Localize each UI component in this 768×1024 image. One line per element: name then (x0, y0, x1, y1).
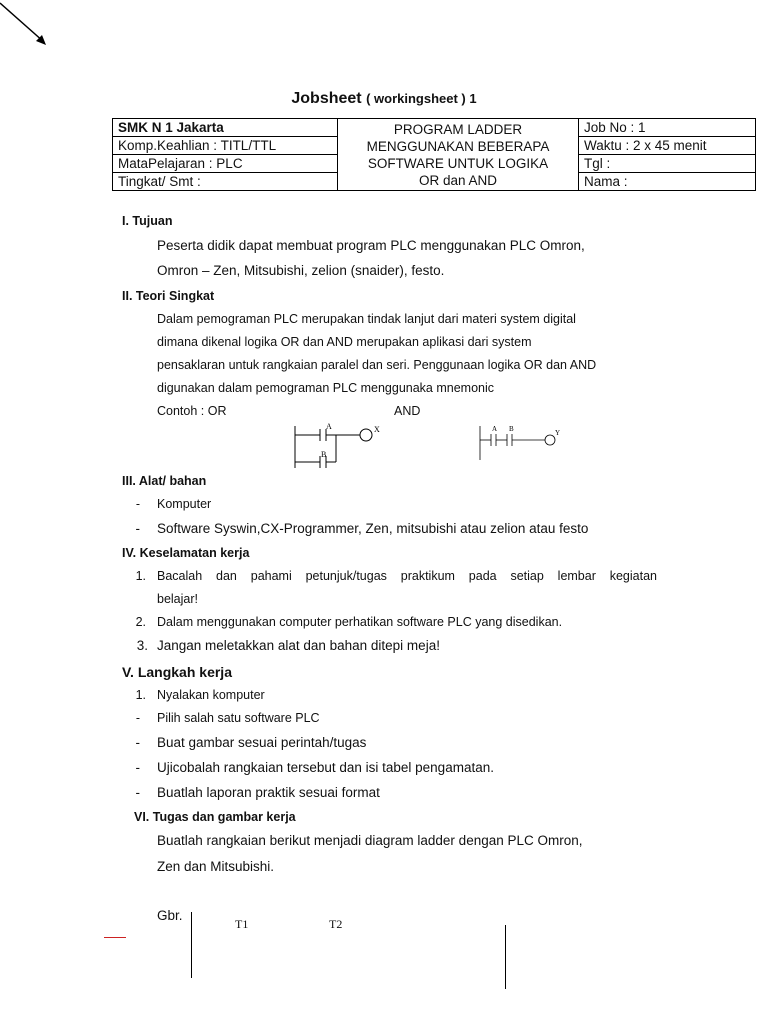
label-t1: T1 (235, 917, 249, 931)
header-table (112, 118, 756, 191)
section-heading: II. Teori Singkat (122, 289, 215, 303)
program-title-line: SOFTWARE UNTUK LOGIKA (367, 155, 549, 171)
figure-label: Gbr. (157, 908, 183, 923)
nama: Nama : (579, 173, 756, 191)
list-marker: 1. (135, 569, 146, 583)
program-title (338, 119, 579, 191)
and-label-y: Y (555, 429, 561, 437)
paragraph-line: pensaklaran untuk rangkaian paralel dan seri. Penggunaan logika OR dan AND (157, 358, 597, 372)
section-heading: III. Alat/ bahan (122, 474, 207, 488)
section-heading: IV. Keselamatan kerja (122, 546, 250, 560)
school-name: SMK N 1 Jakarta (113, 119, 338, 137)
paragraph-line: Zen dan Mitsubishi. (157, 859, 275, 874)
list-item: Buatlah laporan praktik sesuai format (157, 785, 380, 800)
paragraph-line: dimana dikenal logika OR dan AND merupakan aplikasi dari system (157, 335, 532, 349)
tingkat-smt: Tingkat/ Smt : (113, 173, 338, 191)
and-label-b: B (509, 425, 514, 433)
list-marker: - (135, 497, 140, 511)
or-ladder-diagram (290, 420, 390, 472)
list-item: Bacalah dan pahami petunjuk/tugas praktikum pada setiap lembar kegiatan (157, 569, 657, 583)
paragraph-line: Buatlah rangkaian berikut menjadi diagram ladder dengan PLC Omron, (157, 833, 583, 848)
title-sub: ( workingsheet ) 1 (366, 91, 477, 106)
list-item: Pilih salah satu software PLC (157, 711, 320, 725)
tgl: Tgl : (579, 155, 756, 173)
job-no: Job No : 1 (579, 119, 756, 137)
program-title-line: PROGRAM LADDER (393, 121, 523, 137)
list-marker: - (135, 711, 140, 725)
program-title-line: OR dan AND (418, 172, 498, 188)
paragraph-line: Peserta didik dapat membuat program PLC menggunakan PLC Omron, (157, 238, 585, 253)
list-item-continuation: belajar! (157, 592, 198, 606)
list-item: Dalam menggunakan computer perhatikan software PLC yang disedikan. (157, 615, 563, 629)
list-marker: - (135, 735, 140, 750)
red-mark (104, 937, 126, 938)
example-label: Contoh : OR (157, 404, 227, 418)
section-heading: I. Tujuan (122, 214, 173, 228)
list-marker: 2. (135, 615, 146, 629)
list-marker: - (135, 521, 140, 536)
and-ladder-diagram (475, 420, 565, 465)
left-rail (191, 912, 192, 978)
paragraph-line: Dalam pemograman PLC merupakan tindak lanjut dari materi system digital (157, 312, 576, 326)
list-item: Ujicobalah rangkaian tersebut dan isi tabel pengamatan. (157, 760, 494, 775)
list-marker: 3. (136, 638, 148, 653)
page-title (0, 90, 768, 108)
list-item: Buat gambar sesuai perintah/tugas (157, 735, 367, 750)
list-marker: 1. (135, 688, 146, 702)
waktu: Waktu : 2 x 45 menit (579, 137, 756, 155)
list-item: Software Syswin,CX-Programmer, Zen, mitsubishi atau zelion atau festo (157, 521, 589, 536)
paragraph-line: digunakan dalam pemograman PLC menggunaka mnemonic (157, 381, 495, 395)
list-marker: - (135, 760, 140, 775)
list-item: Komputer (157, 497, 212, 511)
or-label-x: X (374, 425, 380, 434)
example-label-and: AND (394, 404, 421, 418)
list-item: Nyalakan komputer (157, 688, 265, 702)
title-main: Jobsheet (291, 90, 362, 107)
list-marker: - (135, 785, 140, 800)
section-heading: VI. Tugas dan gambar kerja (134, 810, 296, 824)
or-label-a: A (326, 422, 332, 431)
komp-keahlian: Komp.Keahlian : TITL/TTL (113, 137, 338, 155)
mata-pelajaran: MataPelajaran : PLC (113, 155, 338, 173)
section-heading: V. Langkah kerja (122, 664, 232, 680)
paragraph-line: Omron – Zen, Mitsubishi, zelion (snaider), festo. (157, 263, 445, 278)
and-label-a: A (492, 425, 498, 433)
right-rail (505, 925, 506, 989)
program-title-line: MENGGUNAKAN BEBERAPA (366, 138, 550, 154)
or-label-b: B (321, 450, 327, 459)
label-t2: T2 (329, 917, 343, 931)
corner-arrow-icon (0, 0, 60, 60)
list-item: Jangan meletakkan alat dan bahan ditepi meja! (157, 638, 440, 653)
